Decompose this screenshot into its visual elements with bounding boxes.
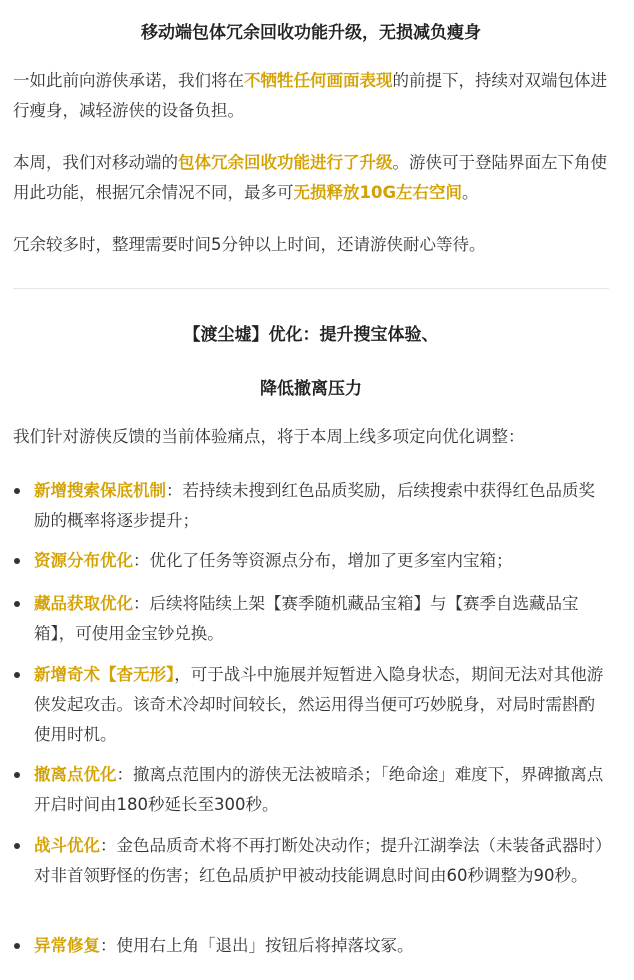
paragraph-wait-notice: 冗余较多时，整理需要时间5分钟以上时间，还请游侠耐心等待。 <box>13 235 486 254</box>
text-run: 。 <box>462 183 479 202</box>
bullet-dot <box>14 558 20 564</box>
text-run: 的前提下，持续对双端包体进行瘦身，减轻游侠的设备负担。 <box>13 71 607 120</box>
text-run: 本周，我们对移动端的 <box>13 153 178 172</box>
list-item-text <box>34 831 604 891</box>
item-label: 异常修复 <box>34 936 100 955</box>
bullet-dot <box>14 672 20 678</box>
item-separator: ： <box>100 936 117 955</box>
item-description: 金色品质奇术将不再打断处决动作；提升江湖拳法（未装备武器时）对非首领野怪的伤害；红色品质护甲被动技能调息时间由60秒调整为90秒。 <box>34 836 604 885</box>
item-description: 使用右上角「退出」按钮后将掉落坟冢。 <box>116 936 414 955</box>
item-separator: ： <box>116 765 133 784</box>
item-label: 新增搜索保底机制 <box>34 481 166 500</box>
section-divider <box>13 288 609 289</box>
bullet-dot <box>14 772 20 778</box>
item-label: 资源分布优化 <box>34 551 133 570</box>
item-label: 新增奇术【杳无形】 <box>34 665 175 684</box>
section-title-dust-ruins-line2: 降低撤离压力 <box>260 379 362 399</box>
bullet-dot <box>14 601 20 607</box>
item-description: 后续将陆续上架【赛季随机藏品宝箱】与【赛季自选藏品宝箱】，可使用金宝钞兑换。 <box>34 594 579 643</box>
highlight-text: 不牺牲任何画面表现 <box>244 71 393 90</box>
item-label: 藏品获取优化 <box>34 594 133 613</box>
bullet-dot <box>14 943 20 949</box>
item-separator: ： <box>166 481 183 500</box>
highlight-text: 无损释放10G左右空间 <box>293 183 463 202</box>
item-separator: ， <box>174 665 191 684</box>
item-description: 优化了任务等资源点分布，增加了更多室内宝箱； <box>149 551 513 570</box>
text-run: 一如此前向游侠承诺，我们将在 <box>13 71 244 90</box>
list-item-text <box>34 660 604 750</box>
item-description: 可于战斗中施展并短暂进入隐身状态，期间无法对其他游侠发起攻击。该奇术冷却时间较长，然运用得当便可巧妙脱身，对局时需斟酌使用时机。 <box>34 665 604 744</box>
list-item-text <box>34 546 604 576</box>
bullet-dot <box>14 488 20 494</box>
highlight-text: 包体冗余回收功能进行了升级 <box>178 153 393 172</box>
item-label: 战斗优化 <box>34 836 100 855</box>
item-label: 撤离点优化 <box>34 765 117 784</box>
bullet-dot <box>14 843 20 849</box>
item-description: 撤离点范围内的游侠无法被暗杀；「绝命途」难度下，界碑撤离点开启时间由180秒延长至300秒。 <box>34 765 604 814</box>
item-separator: ： <box>133 551 150 570</box>
item-description: 若持续未搜到红色品质奖励，后续搜索中获得红色品质奖励的概率将逐步提升； <box>34 481 595 530</box>
item-separator: ： <box>133 594 150 613</box>
paragraph-upgrade <box>13 148 611 208</box>
paragraph-promise <box>13 66 611 126</box>
section-title-package-cleanup: 移动端包体冗余回收功能升级，无损减负瘦身 <box>141 23 481 43</box>
paragraph-intro: 我们针对游侠反馈的当前体验痛点，将于本周上线多项定向优化调整： <box>13 427 525 446</box>
list-item-text <box>34 476 604 536</box>
list-item-text <box>34 589 604 649</box>
list-item-text <box>34 760 604 820</box>
item-separator: ： <box>100 836 117 855</box>
text-run: 。游侠可于登陆界面左下角使用此功能，根据冗余情况不同，最多可 <box>13 153 607 202</box>
section-title-dust-ruins: 【渡尘墟】优化：提升搜宝体验、 <box>183 325 439 345</box>
list-item-text <box>34 931 604 961</box>
